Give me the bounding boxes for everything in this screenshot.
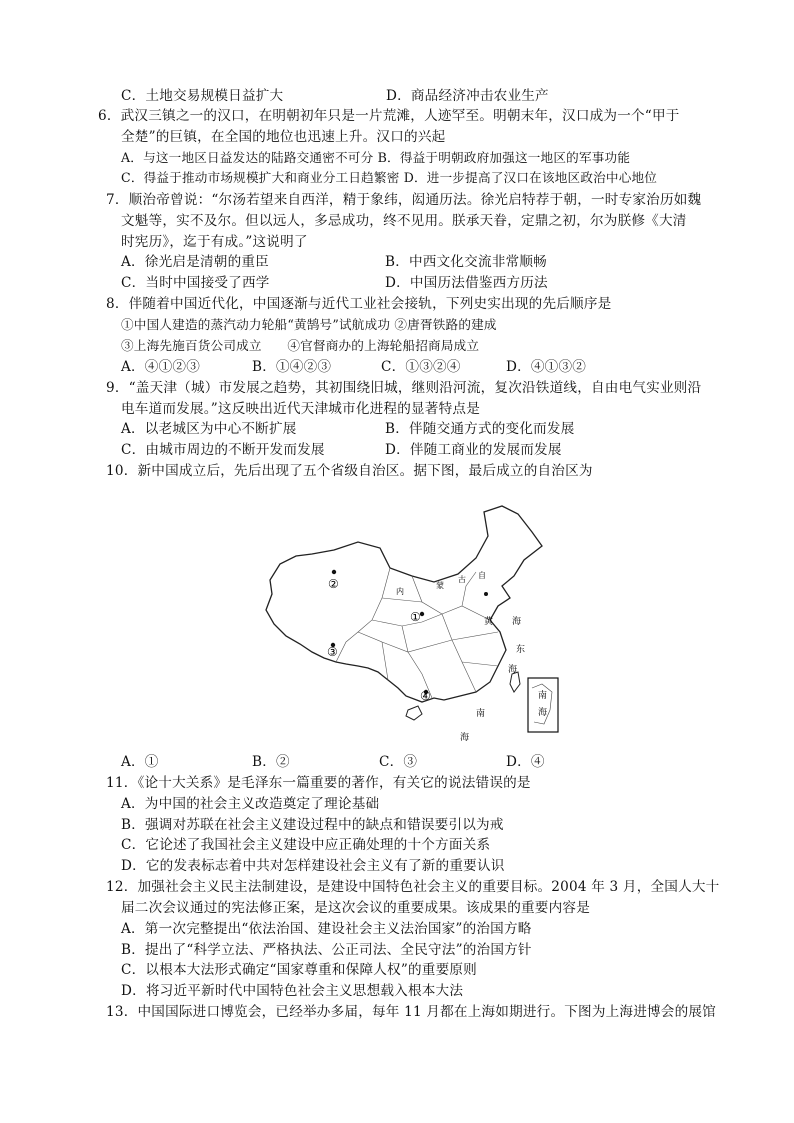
q6-options-cd: C．得益于推动市场规模扩大和商业分工日趋繁密 D．进一步提高了汉口在该地区政治中心地位 <box>121 170 658 185</box>
q12-option-a: A．第一次完整提出“依法治国、建设社会主义法治国家”的治国方略 <box>121 921 532 937</box>
q6-stem-line2: 全楚”的巨镇，在全国的地位也迅速上升。汉口的兴起 <box>121 129 446 145</box>
q5-option-c: C．土地交易规模日益扩大 <box>121 88 284 104</box>
q10-stem: 10．新中国成立后，先后出现了五个省级自治区。据下图，最后成立的自治区为 <box>106 463 593 479</box>
map-label-huang: 黄 <box>484 617 494 627</box>
q8-option-a: A．④①②③ <box>121 359 200 375</box>
q10-option-d: D．④ <box>506 754 545 770</box>
q7-stem-line1: 7．顺治帝曾说：“尔汤若望来自西洋，精于象纬，闳通历法。徐光启特荐于朝，一时专家治历如魏 <box>106 192 702 208</box>
q7-option-d: D．中国历法借鉴西方历法 <box>385 275 548 291</box>
q9-option-c: C．由城市周边的不断开发而发展 <box>121 442 325 458</box>
inset-label-nan: 南 <box>538 691 548 701</box>
taiwan-island <box>510 672 520 692</box>
q6-stem-line1: 6．武汉三镇之一的汉口，在明朝初年只是一片荒滩，人迹罕至。明朝末年，汉口成为一个“甲于 <box>98 108 680 124</box>
hainan-island <box>406 706 422 720</box>
q10-option-c: C．③ <box>379 754 418 770</box>
q11-option-a: A．为中国的社会主义改造奠定了理论基础 <box>121 796 380 812</box>
q9-option-d: D．伴随工商业的发展而发展 <box>385 442 562 458</box>
q13-stem: 13．中国国际进口博览会，已经举办多届，每年 11 月都在上海如期进行。下图为上海进博会的展馆 <box>106 1004 716 1020</box>
map-label-gu: 古 <box>458 575 466 584</box>
q7-option-b: B．中西文化交流非常顺畅 <box>385 254 547 270</box>
map-label-nan: 南 <box>476 709 486 719</box>
q9-option-a: A．以老城区为中心不断扩展 <box>121 421 297 437</box>
province-borders <box>336 568 498 698</box>
map-label-dong: 东 <box>516 645 526 655</box>
q12-option-c: C．以根本大法形式确定“国家尊重和保障人权”的重要原则 <box>121 962 477 978</box>
q12-option-d: D．将习近平新时代中国特色社会主义思想载入根本大法 <box>121 983 464 999</box>
map-label-meng: 蒙 <box>436 581 444 590</box>
map-label-hai-east: 海 <box>508 665 518 675</box>
marker-dot-2 <box>332 570 336 574</box>
q9-option-b: B．伴随交通方式的变化而发展 <box>385 421 575 437</box>
map-label-zi: 自 <box>478 571 486 580</box>
map-marker-2: ② <box>328 577 339 591</box>
q11-option-d: D．它的发表标志着中共对怎样建设社会主义有了新的重要认识 <box>121 858 505 874</box>
q7-option-a: A．徐光启是清朝的重臣 <box>121 254 269 270</box>
q8-option-d: D．④①③② <box>506 359 587 375</box>
q12-stem-line1: 12．加强社会主义民主法制建设，是建设中国特色社会主义的重要目标。2004 年 3 月，全国人大十 <box>106 879 720 895</box>
map-marker-1: ① <box>410 610 421 624</box>
q9-stem-line1: 9．“盖天津（城）市发展之趋势，其初围绕旧城，继则沿河流，复次沿铁道线，自由电气实业则沿 <box>106 380 702 396</box>
q12-option-b: B．提出了“科学立法、严格执法、公正司法、全民守法”的治国方针 <box>121 942 532 958</box>
inset-label-hai: 海 <box>538 708 548 718</box>
q6-options-ab: A．与这一地区日益发达的陆路交通密不可分 B．得益于明朝政府加强这一地区的军事功能 <box>121 150 631 165</box>
q11-option-c: C．它论述了我国社会主义建设中应正确处理的十个方面关系 <box>121 837 491 853</box>
map-marker-3: ③ <box>327 645 338 659</box>
q8-option-b: B．①④②③ <box>252 359 332 375</box>
q11-stem: 11．《论十大关系》是毛泽东一篇重要的著作，有关它的说法错误的是 <box>106 775 531 791</box>
q8-items-line1: ①中国人建造的蒸汽动力轮船“黄鹄号”试航成功 ②唐胥铁路的建成 <box>121 317 497 332</box>
map-label-hai-yellow: 海 <box>512 617 522 627</box>
marker-dot-beijing <box>484 592 488 596</box>
q11-option-b: B．强调对苏联在社会主义建设过程中的缺点和错误要引以为戒 <box>121 817 504 833</box>
q7-stem-line3: 时宪历》，迄于有成。”这说明了 <box>121 234 308 250</box>
map-marker-4: ④ <box>420 689 431 703</box>
q12-stem-line2: 届二次会议通过的宪法修正案，是这次会议的重要成果。该成果的重要内容是 <box>121 900 590 916</box>
q7-option-c: C．当时中国接受了西学 <box>121 275 270 291</box>
q8-option-c: C．①③②④ <box>381 359 461 375</box>
map-label-nei: 内 <box>396 587 404 596</box>
q9-stem-line2: 电车道而发展。”这反映出近代天津城市化进程的显著特点是 <box>121 401 480 417</box>
q8-items-line2: ③上海先施百货公司成立 ④官督商办的上海轮船招商局成立 <box>121 338 480 353</box>
q7-stem-line2: 文魁等，实不及尔。但以远人，多忌成功，终不见用。朕承天眷，定鼎之初，尔为朕修《大清 <box>121 213 687 229</box>
q8-stem: 8．伴随着中国近代化，中国逐渐与近代工业社会接轨，下列史实出现的先后顺序是 <box>106 296 612 312</box>
china-outline <box>266 506 542 702</box>
q10-option-b: B．② <box>252 754 290 770</box>
map-label-hai-south: 海 <box>460 733 470 743</box>
china-autonomous-regions-map <box>262 502 562 746</box>
q5-option-d: D．商品经济冲击农业生产 <box>386 88 549 104</box>
q10-option-a: A．① <box>121 754 159 770</box>
